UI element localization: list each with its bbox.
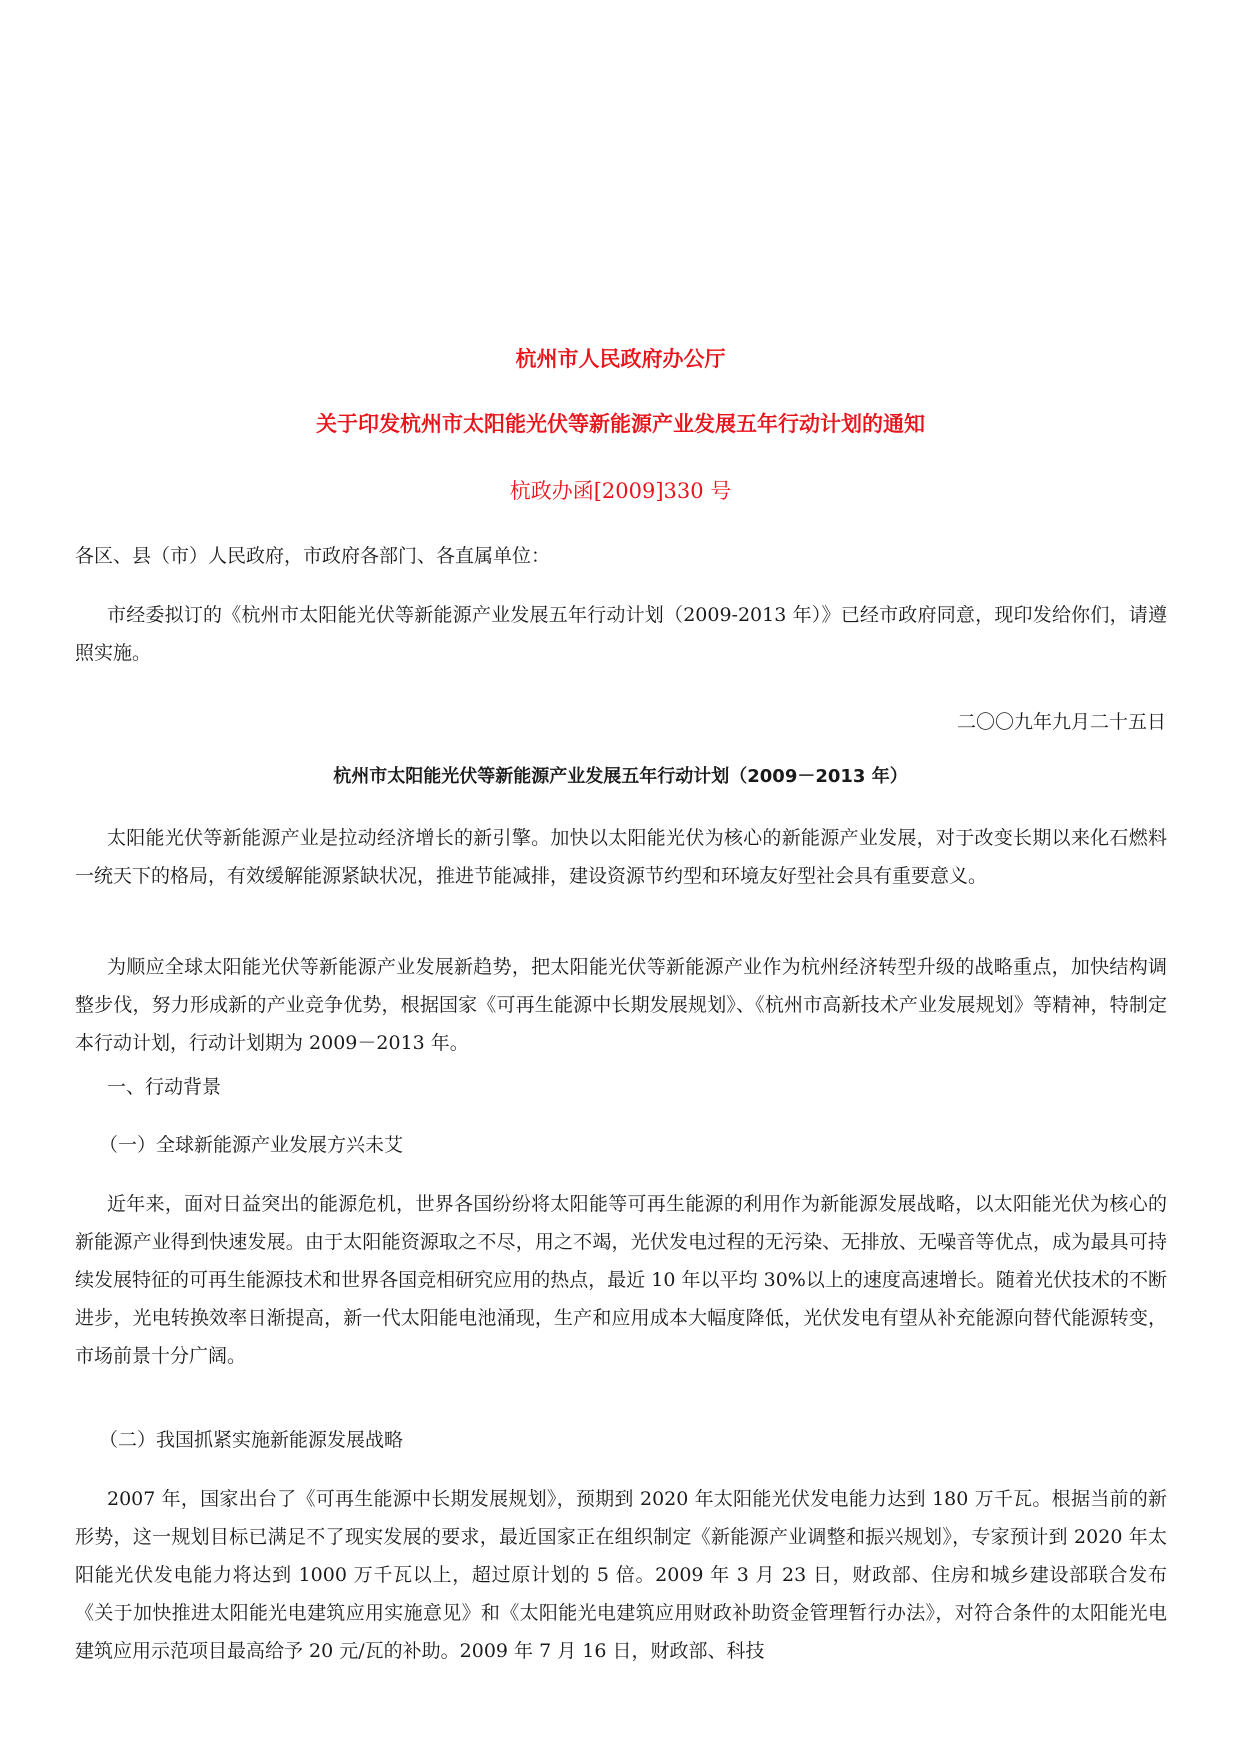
subsection-heading-2: （二）我国抓紧实施新能源发展战略: [99, 1429, 404, 1451]
salutation: 各区、县（市）人民政府，市政府各部门、各直属单位：: [75, 545, 551, 567]
issuing-organization: 杭州市人民政府办公厅: [515, 347, 726, 371]
document-number: 杭政办函[2009]330 号: [509, 479, 732, 503]
section-heading-1: 一、行动背景: [107, 1076, 222, 1098]
subsection-heading-1: （一）全球新能源产业发展方兴未艾: [99, 1134, 404, 1156]
paragraph-intro-1: 太阳能光伏等新能源产业是拉动经济增长的新引擎。加快以太阳能光伏为核心的新能源产业发展，对于改变长期以来化石燃料一统天下的格局，有效缓解能源紧缺状况，推进节能减排，建设资源节约型和环境友好型社会具有重要意义。: [75, 827, 1167, 887]
notice-title: 关于印发杭州市太阳能光伏等新能源产业发展五年行动计划的通知: [316, 412, 925, 436]
paragraph-intro-2: 为顺应全球太阳能光伏等新能源产业发展新趋势，把太阳能光伏等新能源产业作为杭州经济转型升级的战略重点，加快结构调整步伐，努力形成新的产业竞争优势，根据国家《可再生能源中长期发展规划》、《杭州市高新技术产业发展规划》等精神，特制定本行动计划，行动计划期为 2009－2013 年。: [75, 956, 1167, 1054]
intro-paragraph: 市经委拟订的《杭州市太阳能光伏等新能源产业发展五年行动计划（2009-2013 年）》已经市政府同意，现印发给你们，请遵照实施。: [75, 604, 1167, 664]
issue-date: 二〇〇九年九月二十五日: [956, 711, 1166, 733]
paragraph-background-1: 近年来，面对日益突出的能源危机，世界各国纷纷将太阳能等可再生能源的利用作为新能源发展战略，以太阳能光伏为核心的新能源产业得到快速发展。由于太阳能资源取之不尽，用之不竭，光伏发电过程的无污染、无排放、无噪音等优点，成为最具可持续发展特征的可再生能源技术和世界各国竞相研究应用的热点，最近 10 年以平均 30%以上的速度高速增长。随着光伏技术的不断进步，光电转换效率日渐提高，新一代太阳能电池涌现，生产和应用成本大幅度降低，光伏发电有望从补充能源向替代能源转变，市场前景十分广阔。: [75, 1193, 1167, 1367]
plan-title: 杭州市太阳能光伏等新能源产业发展五年行动计划（2009－2013 年）: [333, 766, 908, 787]
paragraph-background-2: 2007 年，国家出台了《可再生能源中长期发展规划》，预期到 2020 年太阳能光伏发电能力达到 180 万千瓦。根据当前的新形势，这一规划目标已满足不了现实发展的要求，最近国家正在组织制定《新能源产业调整和振兴规划》，专家预计到 2020 年太阳能光伏发电能力将达到 1000 万千瓦以上，超过原计划的 5 倍。2009 年 3 月 23 日，财政部、住房和城乡建设部联合发布《关于加快推进太阳能光电建筑应用实施意见》和《太阳能光电建筑应用财政补助资金管理暂行办法》，对符合条件的太阳能光电建筑应用示范项目最高给予 20 元/瓦的补助。2009 年 7 月 16 日，财政部、科技: [75, 1488, 1167, 1662]
